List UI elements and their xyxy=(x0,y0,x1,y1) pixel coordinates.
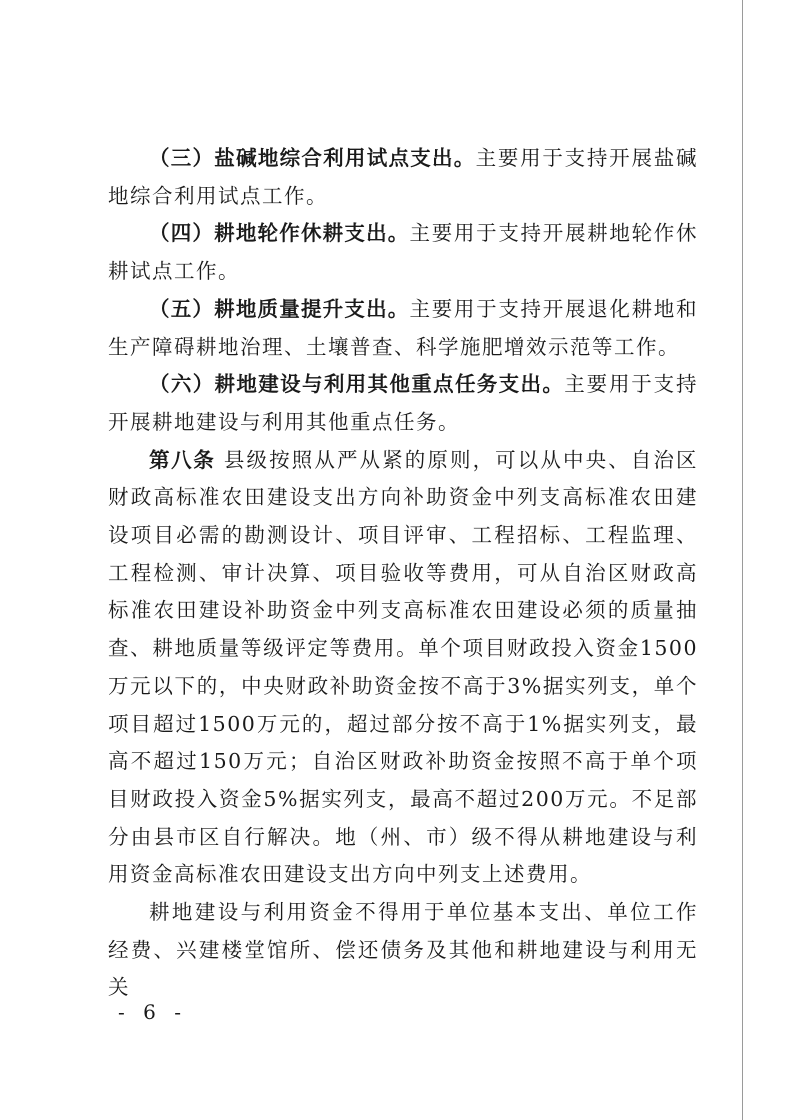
page-number: - 6 - xyxy=(118,1000,187,1024)
paragraph-text: 主要用于支持开展耕地轮作休耕试点工作。 xyxy=(108,221,698,284)
paragraph-text: 主要用于支持开展盐碱地综合利用试点工作。 xyxy=(108,146,698,208)
paragraph-heading: （五）耕地质量提升支出。 xyxy=(149,296,410,321)
paragraph-item-6 xyxy=(108,366,698,441)
page-edge-line xyxy=(742,0,743,1120)
paragraph-heading: （六）耕地建设与利用其他重点任务支出。 xyxy=(149,372,565,397)
article-heading: 第八条 xyxy=(149,447,216,472)
paragraph-text: 主要用于支持开展耕地建设与利用其他重点任务。 xyxy=(108,372,699,434)
paragraph-heading: （三）盐碱地综合利用试点支出。 xyxy=(149,146,476,170)
paragraph-item-5 xyxy=(108,291,698,366)
document-body xyxy=(108,140,698,1007)
article-text: 县级按照从严从紧的原则，可以从中央、自治区财政高标准农田建设支出方向补助资金中列支高标准农田建设项目必需的勘测设计、项目评审、工程招标、工程监理、工程检测、审计决算、项目验收等费用，可从自治区财政高标准农田建设补助资金中列支高标准农田建设必须的质量抽查、耕地质量等级评定等费用。单个项目财政投入资金1500万元以下的，中央财政补助资金按不高于3%据实列支，单个项目超过1500万元的，超过部分按不高于1%据实列支，最高不超过150万元；自治区财政补助资金按照不高于单个项目财政投入资金5%据实列支，最高不超过200万元。不足部分由县市区自行解决。地（州、市）级不得从耕地建设与利用资金高标准农田建设支出方向中列支上述费用。 xyxy=(108,447,699,887)
paragraph-heading: （四）耕地轮作休耕支出。 xyxy=(149,221,410,246)
paragraph-item-3 xyxy=(108,140,698,215)
paragraph-text: 耕地建设与利用资金不得用于单位基本支出、单位工作经费、兴建楼堂馆所、偿还债务及其他和耕地建设与利用无关 xyxy=(108,900,698,1000)
paragraph-text: 主要用于支持开展退化耕地和生产障碍耕地治理、土壤普查、科学施肥增效示范等工作。 xyxy=(108,296,698,359)
paragraph-item-4 xyxy=(108,215,698,290)
article-8 xyxy=(108,442,698,894)
paragraph-restriction xyxy=(108,894,698,1007)
